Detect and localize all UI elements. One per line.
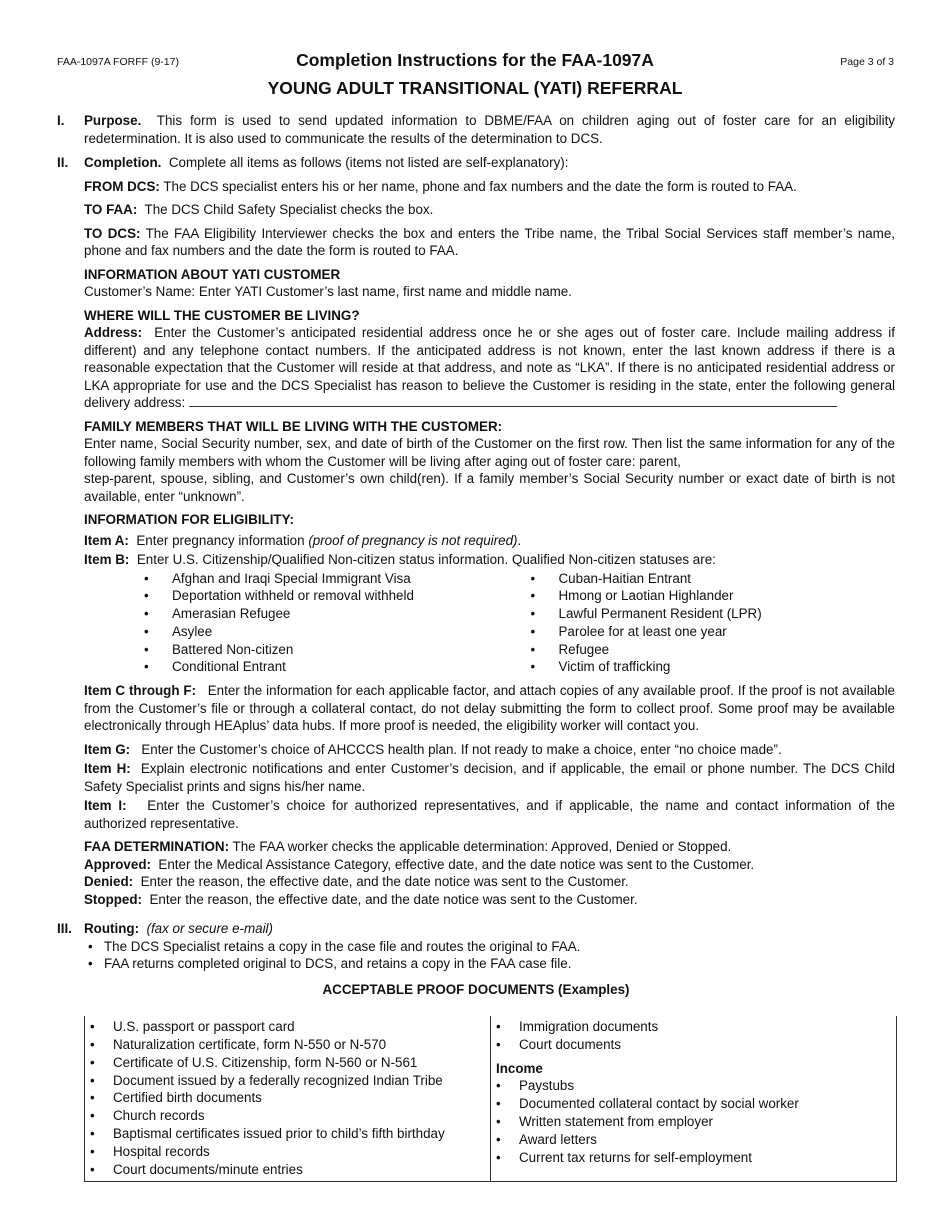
- purpose-text: This form is used to send updated information to DBME/FAA on children aging out of foster care for an eligibility redetermination. It is also used to communicate the results of the determination to DCS.: [84, 113, 896, 146]
- routing-note: (fax or secure e-mail): [146, 921, 273, 937]
- delivery-address-line: [189, 394, 837, 407]
- proof-title: ACCEPTABLE PROOF DOCUMENTS (Examples): [322, 981, 630, 997]
- list-item: • Parolee for at least one year: [531, 623, 896, 641]
- address-label: Address:: [84, 325, 143, 340]
- list-item: • Court documents/minute entries: [90, 1161, 490, 1179]
- section-purpose: [57, 112, 895, 147]
- list-item: • Document issued by a federally recognized Indian Tribe: [90, 1072, 490, 1090]
- page-subtitle: YOUNG ADULT TRANSITIONAL (YATI) REFERRAL: [267, 78, 683, 98]
- list-item: • Refugee: [531, 641, 896, 659]
- info-heading: INFORMATION ABOUT YATI CUSTOMER: [84, 266, 341, 282]
- section-number: I.: [57, 113, 65, 128]
- faa-det-label: FAA DETERMINATION:: [84, 839, 230, 855]
- form-id: FAA-1097A FORFF (9-17): [57, 56, 179, 68]
- item-c-f-text: Enter the information for each applicable factor, and attach copies of any available proof. If the proof is not available from the Customer’s file or through a collateral contact, do not delay submitting the form to collect proof. Some proof may be available electronically through HEAplus’ data hubs. If more proof is needed, the eligibility worker will contact you.: [84, 683, 895, 734]
- list-item: • Immigration documents: [496, 1018, 896, 1036]
- page-title: Completion Instructions for the FAA-1097A: [296, 50, 654, 70]
- family-text-2: step-parent, spouse, sibling, and Customer’s own child(ren). If a family member’s Social Security number or exact date of birth is not available, enter “unknown”.: [84, 471, 895, 504]
- proof-table: [84, 1016, 897, 1182]
- instructions-body: [57, 112, 895, 1182]
- list-item: • Victim of trafficking: [531, 658, 896, 676]
- purpose-label: Purpose.: [84, 113, 142, 128]
- family-text-1: Enter name, Social Security number, sex, and date of birth of the Customer on the first row. Then list the same information for any of the following family members with whom the Customer will be living after aging out of foster care: parent,: [84, 436, 895, 469]
- proof-column-citizenship: [85, 1016, 490, 1181]
- list-item: • Paystubs: [496, 1077, 896, 1095]
- list-item: • Written statement from employer: [496, 1113, 896, 1131]
- denied-label: Denied:: [84, 874, 134, 890]
- to-dcs-text: The FAA Eligibility Interviewer checks the box and enters the Tribe name, the Tribal Social Services staff member’s name, phone and fax numbers and the date the form is routed to FAA.: [84, 225, 896, 258]
- purpose-paragraph: [84, 112, 895, 147]
- list-item: • Current tax returns for self-employment: [496, 1149, 896, 1167]
- section-number: II.: [57, 155, 69, 170]
- item-a-note: (proof of pregnancy is not required): [308, 532, 518, 548]
- list-item: • U.S. passport or passport card: [90, 1018, 490, 1036]
- list-item: • Afghan and Iraqi Special Immigrant Visa: [144, 570, 509, 588]
- list-item: • Naturalization certificate, form N-550 or N-570: [90, 1036, 490, 1054]
- completion-intro: [84, 154, 895, 172]
- item-g-label: Item G:: [84, 741, 131, 757]
- faa-det-text: The FAA worker checks the applicable determination: Approved, Denied or Stopped.: [232, 839, 732, 855]
- list-item: • Church records: [90, 1107, 490, 1125]
- item-b: [84, 551, 895, 569]
- section-routing: [57, 920, 895, 973]
- status-list-left: [84, 570, 509, 677]
- list-item: • Conditional Entrant: [144, 658, 509, 676]
- routing-label: Routing:: [84, 921, 140, 937]
- list-item: • Hospital records: [90, 1143, 490, 1161]
- eligibility-heading: INFORMATION FOR ELIGIBILITY:: [84, 512, 295, 527]
- item-b-text: Enter U.S. Citizenship/Qualified Non-citizen status information. Qualified Non-citizen statuses are:: [136, 552, 716, 567]
- item-h-label: Item H:: [84, 761, 131, 777]
- list-item: • Award letters: [496, 1131, 896, 1149]
- to-dcs-label: TO DCS:: [84, 225, 141, 241]
- list-item: • Documented collateral contact by social worker: [496, 1095, 896, 1113]
- living-heading: WHERE WILL THE CUSTOMER BE LIVING?: [84, 307, 360, 323]
- list-item: • Court documents: [496, 1036, 896, 1054]
- list-item: • FAA returns completed original to DCS, and retains a copy in the FAA case file.: [84, 955, 895, 973]
- list-item: • Hmong or Laotian Highlander: [531, 587, 896, 605]
- info-text: Customer’s Name: Enter YATI Customer’s last name, first name and middle name.: [84, 284, 572, 299]
- item-h-text: Explain electronic notifications and enter Customer’s decision, and if applicable, the email or phone number. The DCS Child Safety Specialist prints and signs his/her name.: [84, 761, 895, 794]
- proof-column-other: [490, 1016, 896, 1181]
- family-paragraph: [84, 435, 895, 505]
- list-item: • Cuban-Haitian Entrant: [531, 570, 896, 588]
- approved-label: Approved:: [84, 856, 151, 872]
- stopped-text: Enter the reason, the effective date, and the date notice was sent to the Customer.: [149, 891, 638, 907]
- from-dcs-label: FROM DCS:: [84, 178, 160, 194]
- item-i-label: Item I:: [84, 798, 127, 814]
- item-a-text: Enter pregnancy information: [136, 532, 305, 548]
- item-g-text: Enter the Customer’s choice of AHCCCS health plan. If not ready to make a choice, enter “no choice made”.: [141, 741, 782, 757]
- completion-text: Complete all items as follows (items not listed are self-explanatory):: [168, 155, 569, 170]
- from-dcs-paragraph: [84, 178, 895, 196]
- item-b-label: Item B:: [84, 552, 130, 567]
- list-item: • Certified birth documents: [90, 1089, 490, 1107]
- list-item: • Asylee: [144, 623, 509, 641]
- status-list: [84, 570, 895, 677]
- denied-text: Enter the reason, the effective date, and the date notice was sent to the Customer.: [140, 874, 629, 890]
- item-i-text: Enter the Customer’s choice for authorized representatives, and if applicable, the name and contact information of the authorized representative.: [84, 798, 895, 831]
- to-faa-text: The DCS Child Safety Specialist checks the box.: [144, 202, 434, 217]
- item-g: [84, 741, 895, 759]
- section-number: III.: [57, 921, 72, 937]
- list-item: • Amerasian Refugee: [144, 605, 509, 623]
- item-i: [84, 797, 895, 832]
- item-a-label: Item A:: [84, 532, 129, 548]
- completion-label: Completion.: [84, 155, 162, 170]
- list-item: • Baptismal certificates issued prior to child’s fifth birthday: [90, 1125, 490, 1143]
- list-item: • The DCS Specialist retains a copy in the case file and routes the original to FAA.: [84, 938, 895, 956]
- approved-text: Enter the Medical Assistance Category, effective date, and the date notice was sent to the Customer.: [158, 856, 755, 872]
- income-heading: Income: [496, 1060, 543, 1076]
- list-item: • Deportation withheld or removal withheld: [144, 587, 509, 605]
- to-dcs-paragraph: [84, 225, 895, 260]
- item-a: Item A: Enter pregnancy information (proof of pregnancy is not required).: [84, 532, 522, 548]
- address-text: Enter the Customer’s anticipated residential address once he or she ages out of foster care. Include mailing address if different) and any telephone contact numbers. If the anticipated address is not known, enter the last known address if there is a reasonable expectation that the Customer will reside at that address, and note as “LKA”. If there is no anticipated residential address or LKA appropriate for use and the DCS Specialist has reason to believe the Customer is residing in the state, enter the following general delivery address:: [84, 325, 895, 410]
- status-list-right: [509, 570, 896, 677]
- family-heading: FAMILY MEMBERS THAT WILL BE LIVING WITH THE CUSTOMER:: [84, 418, 503, 434]
- item-h: [84, 760, 895, 795]
- list-item: • Lawful Permanent Resident (LPR): [531, 605, 896, 623]
- from-dcs-text: The DCS specialist enters his or her name, phone and fax numbers and the date the form is routed to FAA.: [163, 178, 797, 194]
- to-faa-label: TO FAA:: [84, 202, 138, 217]
- list-item: • Certificate of U.S. Citizenship, form N-560 or N-561: [90, 1054, 490, 1072]
- page-number: Page 3 of 3: [840, 56, 894, 68]
- list-item: • Battered Non-citizen: [144, 641, 509, 659]
- stopped-label: Stopped:: [84, 891, 143, 907]
- item-c-f: [84, 682, 895, 735]
- to-faa-paragraph: [84, 201, 895, 219]
- section-completion: [57, 154, 895, 908]
- address-paragraph: [84, 324, 895, 412]
- faa-determination: [84, 838, 895, 908]
- item-c-f-label: Item C through F:: [84, 683, 197, 699]
